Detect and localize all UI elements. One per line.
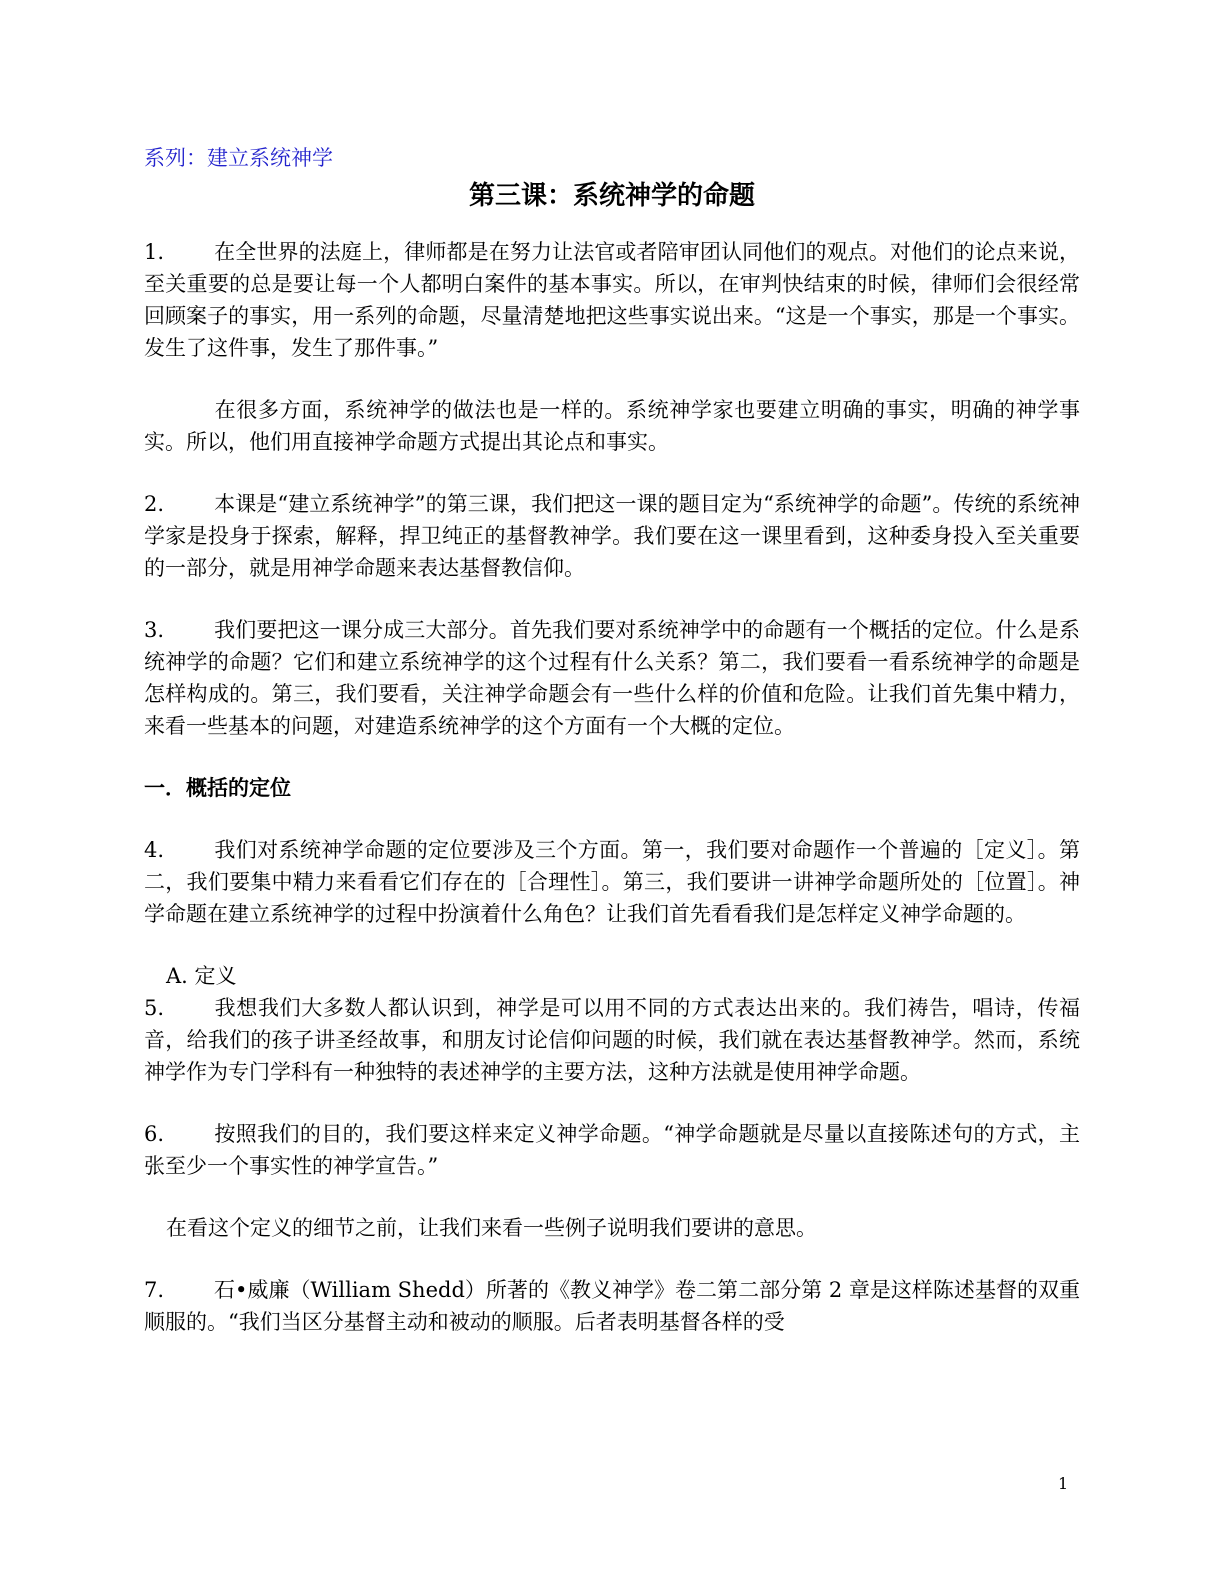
lesson-title: 第三课：系统神学的命题	[468, 181, 755, 211]
paragraph-text: 本课是“建立系统神学”的第三课，我们把这一课的题目定为“系统神学的命题”。传统的系统神学家是投身于探索，解释，捍卫纯正的基督教神学。我们要在这一课里看到，这种委身投入至关重要的一部分，就是用神学命题来表达基督教信仰。	[144, 492, 1080, 580]
paragraph-4	[144, 834, 1080, 930]
subsection-heading: A. 定义	[166, 964, 237, 988]
paragraph-number: 5.	[144, 996, 165, 1020]
paragraph-number: 4.	[144, 838, 165, 862]
document-page	[144, 140, 1080, 1338]
paragraph-text: 我们对系统神学命题的定位要涉及三个方面。第一，我们要对命题作一个普遍的［定义］。第二，我们要集中精力来看看它们存在的［合理性］。第三，我们要讲一讲神学命题所处的［位置］。神学命题在建立系统神学的过程中扮演着什么角色？让我们首先看看我们是怎样定义神学命题的。	[144, 838, 1080, 926]
paragraph-number: 6.	[144, 1122, 165, 1146]
paragraph-number: 3.	[144, 618, 165, 642]
paragraph-6b	[144, 1212, 1080, 1244]
paragraph-text: 按照我们的目的，我们要这样来定义神学命题。“神学命题就是尽量以直接陈述句的方式，主张至少一个事实性的神学宣告。”	[144, 1122, 1080, 1178]
paragraph-1b	[144, 394, 1080, 458]
series-label: 系列：建立系统神学	[144, 146, 333, 170]
paragraph-1	[144, 236, 1080, 364]
paragraph-number: 7.	[144, 1278, 165, 1302]
section-heading: 一．概括的定位	[144, 776, 291, 800]
paragraph-text: 在很多方面，系统神学的做法也是一样的。系统神学家也要建立明确的事实，明确的神学事实。所以，他们用直接神学命题方式提出其论点和事实。	[144, 398, 1080, 454]
paragraph-3	[144, 614, 1080, 742]
paragraph-text: 石•威廉（William Shedd）所著的《教义神学》卷二第二部分第 2 章是这样陈述基督的双重顺服的。“我们当区分基督主动和被动的顺服。后者表明基督各样的受	[144, 1278, 1080, 1334]
paragraph-number: 2.	[144, 492, 165, 516]
paragraph-text: 在全世界的法庭上，律师都是在努力让法官或者陪审团认同他们的观点。对他们的论点来说，至关重要的总是要让每一个人都明白案件的基本事实。所以，在审判快结束的时候，律师们会很经常回顾案子的事实，用一系列的命题，尽量清楚地把这些事实说出来。“这是一个事实，那是一个事实。发生了这件事，发生了那件事。”	[144, 240, 1080, 360]
paragraph-text: 我们要把这一课分成三大部分。首先我们要对系统神学中的命题有一个概括的定位。什么是系统神学的命题？它们和建立系统神学的这个过程有什么关系？第二，我们要看一看系统神学的命题是怎样构成的。第三，我们要看，关注神学命题会有一些什么样的价值和危险。让我们首先集中精力，来看一些基本的问题，对建造系统神学的这个方面有一个大概的定位。	[144, 618, 1080, 738]
paragraph-text: 在看这个定义的细节之前，让我们来看一些例子说明我们要讲的意思。	[166, 1216, 817, 1240]
paragraph-6	[144, 1118, 1080, 1182]
paragraph-7	[144, 1274, 1080, 1338]
paragraph-text: 我想我们大多数人都认识到，神学是可以用不同的方式表达出来的。我们祷告，唱诗，传福音，给我们的孩子讲圣经故事，和朋友讨论信仰问题的时候，我们就在表达基督教神学。然而，系统神学作为专门学科有一种独特的表述神学的主要方法，这种方法就是使用神学命题。	[144, 996, 1080, 1084]
page-number: 1	[1058, 1474, 1069, 1493]
paragraph-5	[144, 992, 1080, 1088]
paragraph-number: 1.	[144, 240, 165, 264]
paragraph-2	[144, 488, 1080, 584]
